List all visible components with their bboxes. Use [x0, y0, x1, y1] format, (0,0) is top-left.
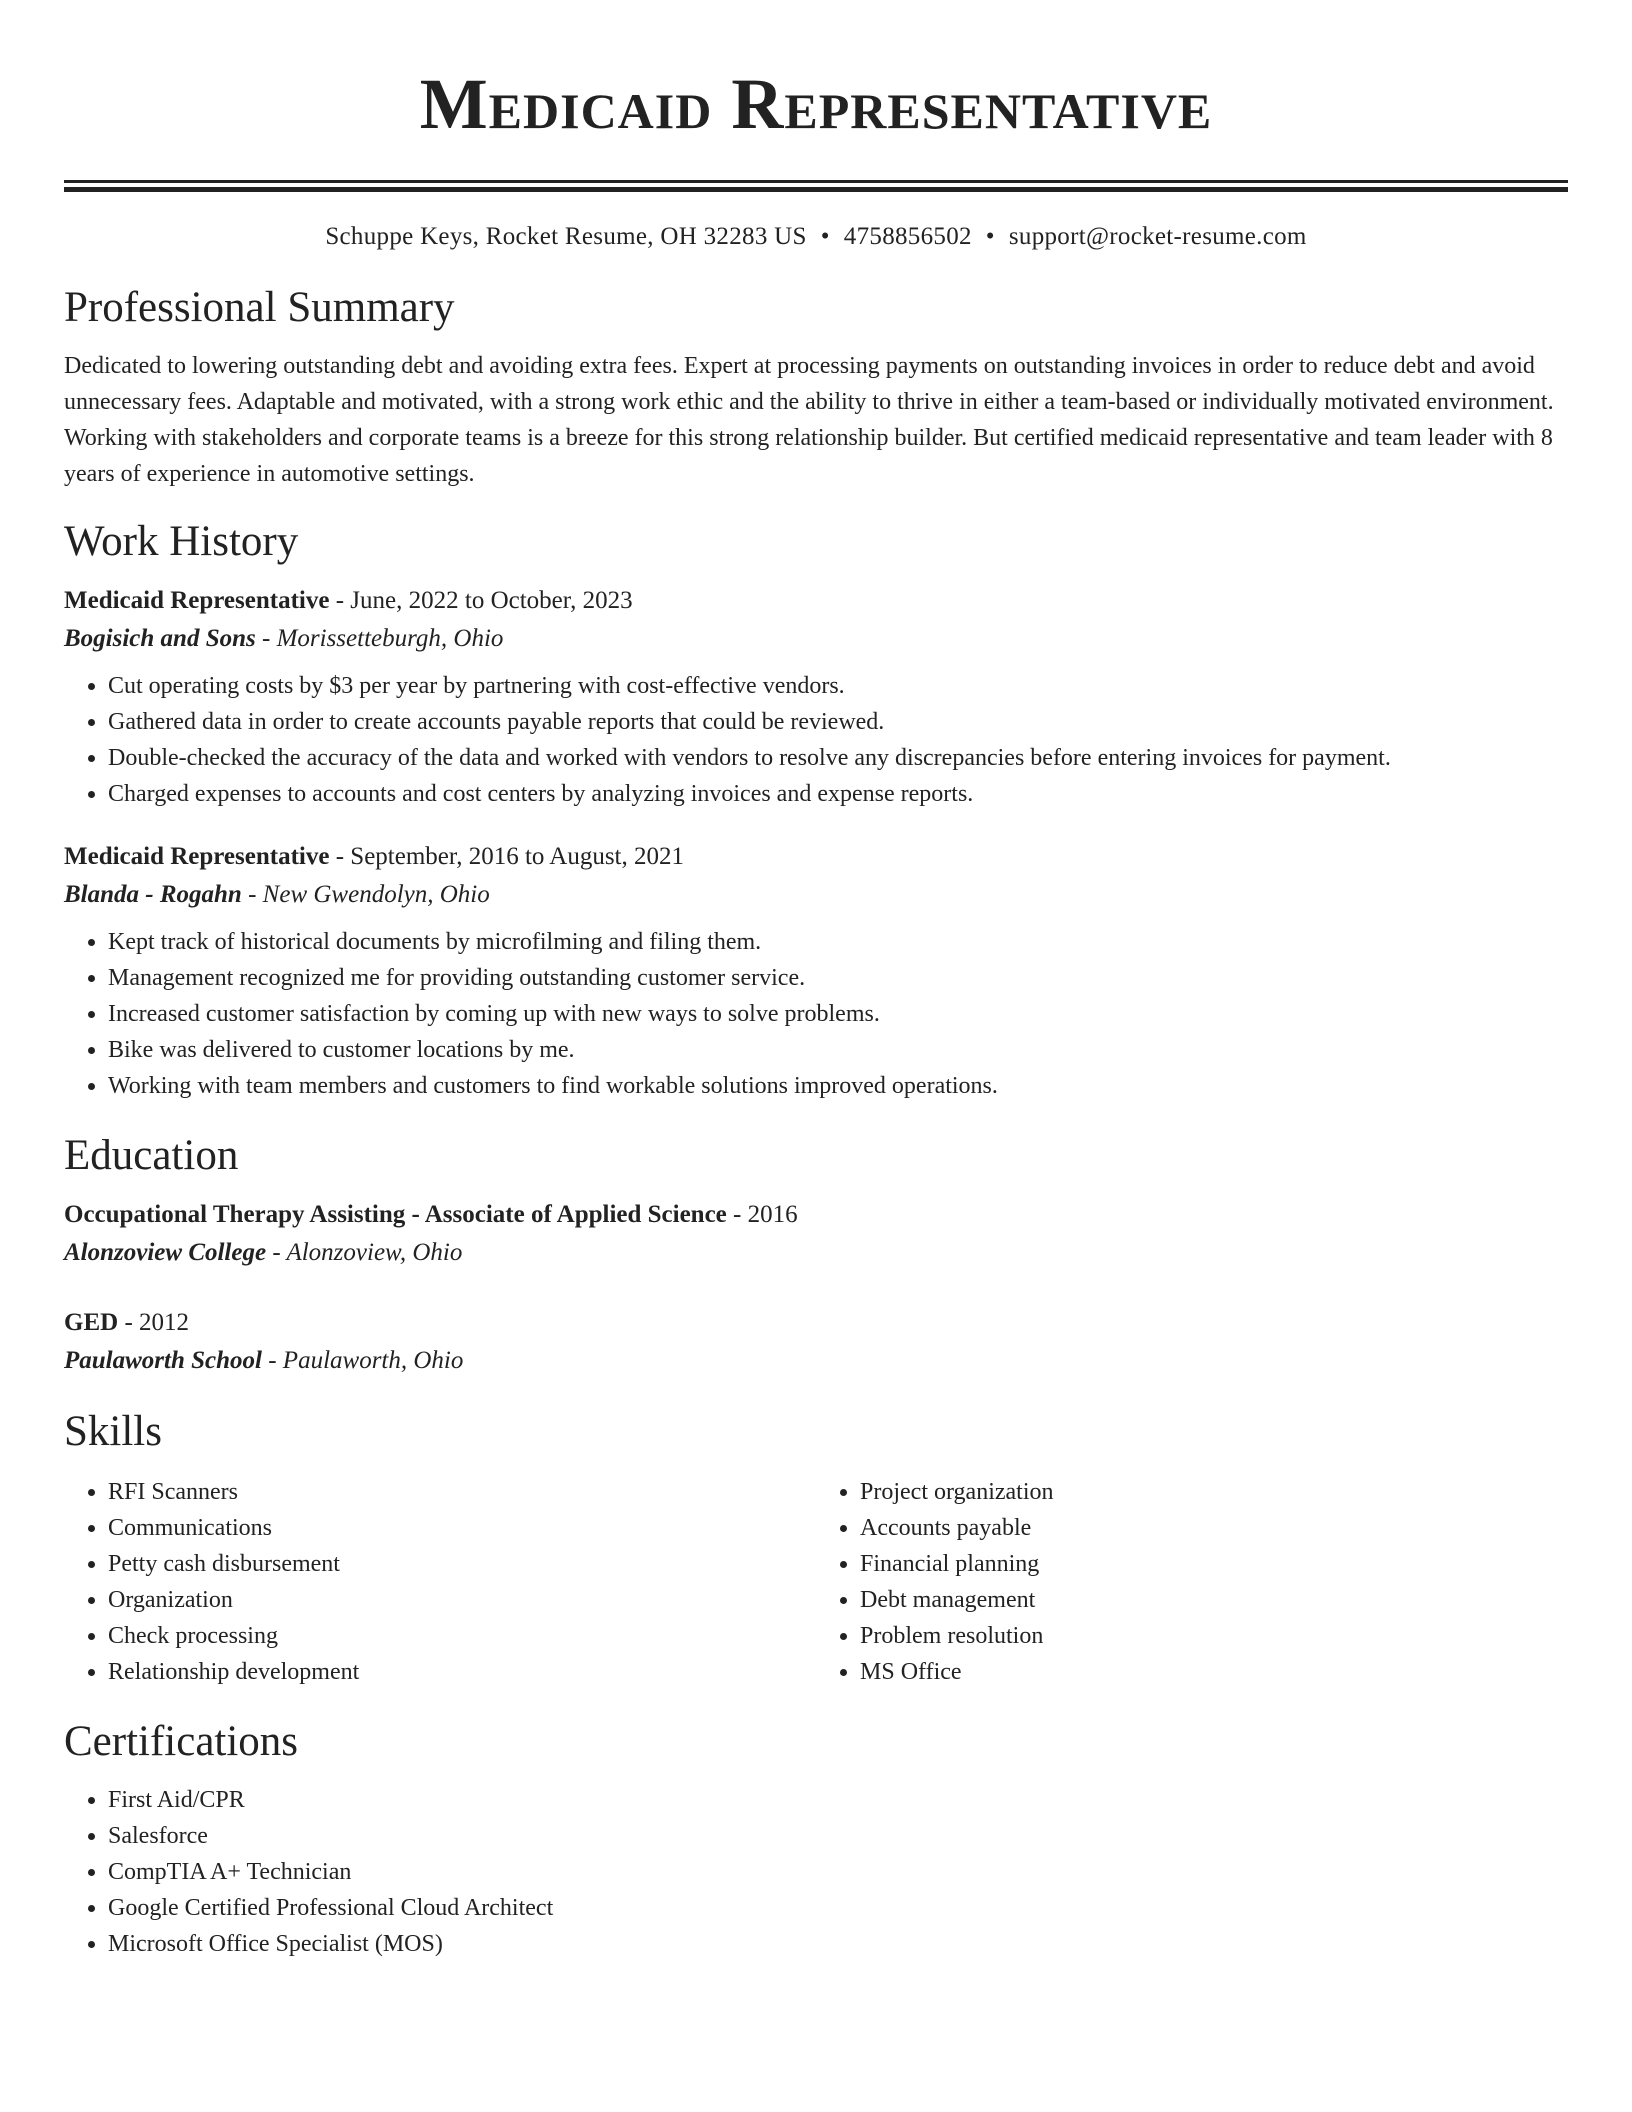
skills-right-column: [816, 1474, 1568, 1690]
job-bullet: • Bike was delivered to customer locations by me.: [108, 1032, 1568, 1068]
skills-heading: Skills: [64, 1408, 162, 1455]
contact-line: [64, 220, 1568, 254]
school-location: - Alonzoview, Ohio: [266, 1239, 463, 1266]
work-history-heading: Work History: [64, 518, 299, 565]
summary-heading: Professional Summary: [64, 284, 455, 331]
certification-item: • First Aid/CPR: [108, 1782, 1568, 1818]
contact-email: support@rocket-resume.com: [1008, 223, 1307, 250]
job-bullets: [64, 924, 1568, 1104]
education-entry: [64, 1196, 1568, 1272]
job-entry: [64, 838, 1568, 1104]
job-bullet: • Double-checked the accuracy of the data and worked with vendors to resolve any discrepancies before entering invoices for payment.: [108, 740, 1568, 776]
degree-line: [64, 1304, 1568, 1342]
skill-item: • Check processing: [108, 1618, 816, 1654]
school-line: [64, 1234, 1568, 1272]
contact-phone: 4758856502: [843, 223, 972, 250]
graduation-year: - 2016: [726, 1201, 798, 1228]
job-role: Medicaid Representative: [64, 587, 330, 614]
job-company: Blanda - Rogahn: [64, 881, 242, 908]
job-bullet: • Increased customer satisfaction by coming up with new ways to solve problems.: [108, 996, 1568, 1032]
skills-left-column: [64, 1474, 816, 1690]
certification-item: • Google Certified Professional Cloud Architect: [108, 1890, 1568, 1926]
skill-item: • Problem resolution: [860, 1618, 1568, 1654]
skill-item: • Relationship development: [108, 1654, 816, 1690]
job-bullet: • Charged expenses to accounts and cost centers by analyzing invoices and expense reports.: [108, 776, 1568, 812]
job-bullet: • Kept track of historical documents by microfilming and filing them.: [108, 924, 1568, 960]
degree-line: [64, 1196, 1568, 1234]
school-name: Paulaworth School: [64, 1347, 262, 1374]
degree: GED: [64, 1309, 119, 1336]
certifications-list: [64, 1782, 1568, 1962]
candidate-name: Medicaid Representative: [419, 64, 1213, 144]
skill-item: • Project organization: [860, 1474, 1568, 1510]
school-line: [64, 1342, 1568, 1380]
degree: Occupational Therapy Assisting - Associate of Applied Science: [64, 1201, 727, 1228]
job-location: - Morissetteburgh, Ohio: [255, 625, 504, 652]
certification-item: • Microsoft Office Specialist (MOS): [108, 1926, 1568, 1962]
skill-item: • MS Office: [860, 1654, 1568, 1690]
job-title-line: [64, 838, 1568, 876]
skill-item: • Financial planning: [860, 1546, 1568, 1582]
job-company-line: [64, 876, 1568, 914]
certification-item: • Salesforce: [108, 1818, 1568, 1854]
job-dates: - September, 2016 to August, 2021: [329, 843, 684, 870]
job-bullet: • Working with team members and customers to find workable solutions improved operations.: [108, 1068, 1568, 1104]
skills-grid: [64, 1474, 1568, 1690]
certification-item: • CompTIA A+ Technician: [108, 1854, 1568, 1890]
contact-address: Schuppe Keys, Rocket Resume, OH 32283 US: [325, 223, 807, 250]
education-heading: Education: [64, 1132, 239, 1179]
contact-separator: •: [820, 223, 830, 250]
job-role: Medicaid Representative: [64, 843, 330, 870]
skill-item: • Petty cash disbursement: [108, 1546, 816, 1582]
job-bullet: • Management recognized me for providing outstanding customer service.: [108, 960, 1568, 996]
job-entry: [64, 582, 1568, 812]
job-bullet: • Gathered data in order to create accounts payable reports that could be reviewed.: [108, 704, 1568, 740]
contact-separator: •: [985, 223, 995, 250]
job-company-line: [64, 620, 1568, 658]
school-name: Alonzoview College: [64, 1239, 267, 1266]
skill-item: • Organization: [108, 1582, 816, 1618]
job-title-line: [64, 582, 1568, 620]
summary-text: Dedicated to lowering outstanding debt and avoiding extra fees. Expert at processing payments on outstanding invoices in order to reduce debt and avoid unnecessary fees. Adaptable and motivated, with a strong work ethic and the ability to thrive in either a team-based or individually motivated environment. Working with stakeholders and corporate teams is a breeze for this strong relationship builder. But certified medicaid representative and team leader with 8 years of experience in automotive settings.: [64, 353, 1554, 487]
school-location: - Paulaworth, Ohio: [261, 1347, 464, 1374]
skill-item: • Accounts payable: [860, 1510, 1568, 1546]
skill-item: • RFI Scanners: [108, 1474, 816, 1510]
skill-item: • Communications: [108, 1510, 816, 1546]
graduation-year: - 2012: [118, 1309, 190, 1336]
job-bullets: [64, 668, 1568, 812]
certifications-heading: Certifications: [64, 1718, 299, 1765]
job-dates: - June, 2022 to October, 2023: [329, 587, 633, 614]
education-entry: [64, 1304, 1568, 1380]
job-location: - New Gwendolyn, Ohio: [241, 881, 490, 908]
skill-item: • Debt management: [860, 1582, 1568, 1618]
job-company: Bogisich and Sons: [64, 625, 256, 652]
job-bullet: • Cut operating costs by $3 per year by partnering with cost-effective vendors.: [108, 668, 1568, 704]
header-divider: [64, 180, 1568, 192]
